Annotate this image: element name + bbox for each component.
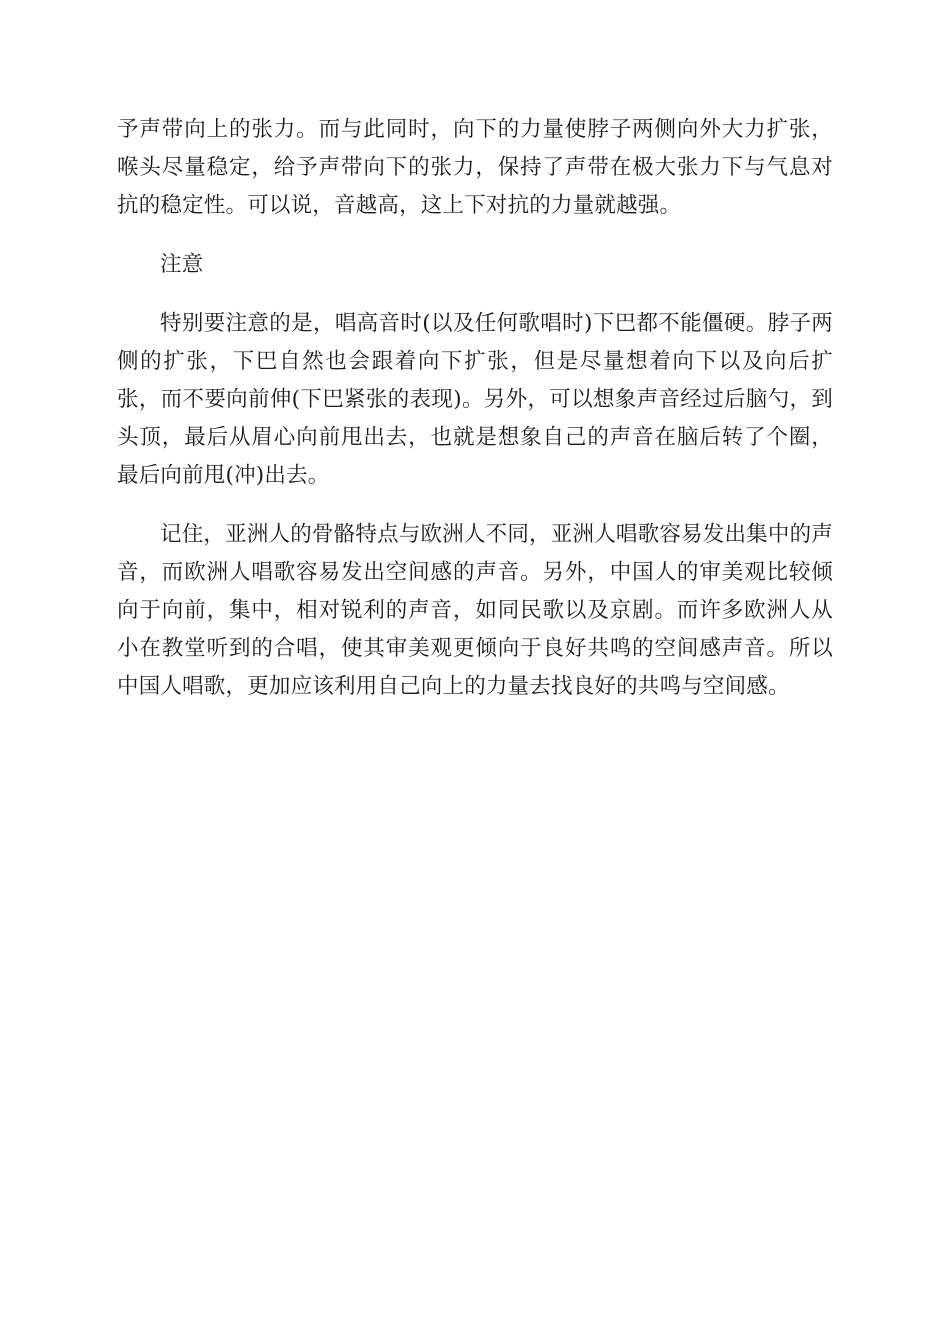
paragraph-continuation: 予声带向上的张力。而与此同时，向下的力量使脖子两侧向外大力扩张，喉头尽量稳定，给予声带向下的张力，保持了声带在极大张力下与气息对抗的稳定性。可以说，音越高，这上下对抗的力量就越强。 (117, 117, 833, 218)
paragraph-jaw-tension: 特别要注意的是，唱高音时(以及任何歌唱时)下巴都不能僵硬。脖子两侧的扩张，下巴自然也会跟着向下扩张，但是尽量想着向下以及向后扩张，而不要向前伸(下巴紧张的表现)。另外，可以想象声音经过后脑勺，到头顶，最后从眉心向前甩出去，也就是想象自己的声音在脑后转了个圈，最后向前甩(冲)出去。 (117, 311, 833, 488)
paragraph-asian-european-voice: 记住，亚洲人的骨骼特点与欧洲人不同，亚洲人唱歌容易发出集中的声音，而欧洲人唱歌容易发出空间感的声音。另外，中国人的审美观比较倾向于向前，集中，相对锐利的声音，如同民歌以及京剧。而许多欧洲人从小在教堂听到的合唱，使其审美观更倾向于良好共鸣的空间感声音。所以中国人唱歌，更加应该利用自己向上的力量去找良好的共鸣与空间感。 (117, 522, 833, 699)
document-body (117, 111, 833, 706)
section-heading-note: 注意 (160, 252, 204, 277)
